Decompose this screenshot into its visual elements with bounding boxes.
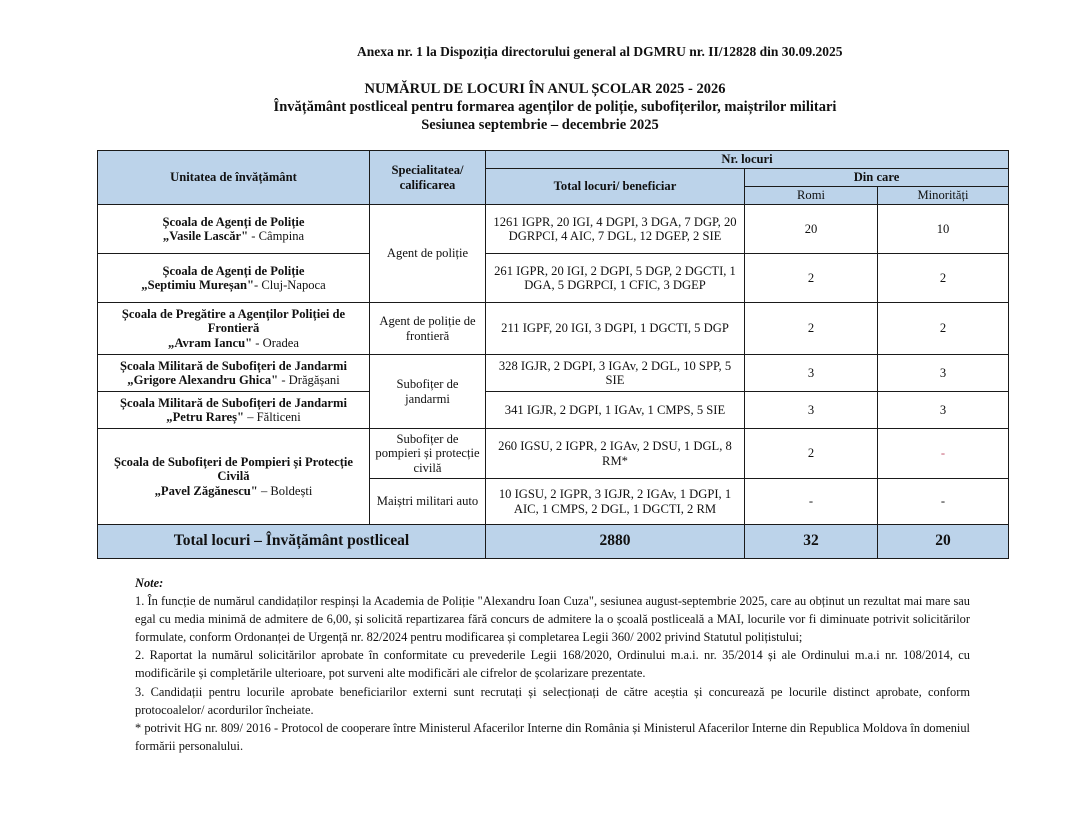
header-specialty-text: Specialitatea/ calificarea <box>391 163 464 192</box>
minoritati-cell: - <box>878 429 1009 479</box>
table-row <box>98 303 1009 355</box>
notes-title: Note: <box>135 576 164 590</box>
school-name: Școala Militară de Subofițeri de Jandarmi <box>119 358 348 373</box>
note-item: 2. Raportat la numărul solicitărilor aprobate în conformitate cu prevederile Legii 168/2020, Ordinului m.a.i. nr. 35/2014 și ale Ordinului m.a.i nr. 108/2014, cu modificările și completările ulterioare, pot surveni alte modificări ale cifrelor de școlarizare prezentate. <box>135 648 970 681</box>
title-main: NUMĂRUL DE LOCURI ÎN ANUL ȘCOLAR 2025 - 2026 <box>364 81 726 97</box>
romi-cell: 2 <box>745 254 878 303</box>
school-cell <box>98 205 370 254</box>
minoritati-cell: 2 <box>878 254 1009 303</box>
total-cell: 1261 IGPR, 20 IGI, 4 DGPI, 3 DGA, 7 DGP, 20 DGRPCI, 4 AIC, 7 DGL, 12 DGEP, 2 SIE <box>486 205 745 254</box>
school-cell <box>98 429 370 525</box>
minoritati-cell: 10 <box>878 205 1009 254</box>
header-minoritati: Minorități <box>878 187 1009 205</box>
table-row <box>98 392 1009 429</box>
school-city: - Cluj-Napoca <box>254 278 326 292</box>
header-specialty <box>370 151 486 205</box>
title-subtitle: Învățământ postliceal pentru formarea agenților de poliție, subofițerilor, maiștrilor militari <box>273 99 837 115</box>
header-din-care: Din care <box>745 169 1009 187</box>
annex-reference: Anexa nr. 1 la Dispoziția directorului general al DGMRU nr. II/12828 din 30.09.2025 <box>357 44 843 59</box>
totals-row <box>98 525 1009 559</box>
header-total: Total locuri/ beneficiar <box>486 169 745 205</box>
specialty-cell: Maiștri militari auto <box>370 479 486 525</box>
minoritati-cell: 2 <box>878 303 1009 355</box>
minoritati-cell: 3 <box>878 355 1009 392</box>
title-session: Sesiunea septembrie – decembrie 2025 <box>421 117 659 133</box>
note-item: 1. În funcție de numărul candidaților respinși la Academia de Poliție "Alexandru Ioan Cuza", sesiunea august-septembrie 2025, care au obținut un rezultat mai mare sau egal cu media minimă de admitere de 6,00, și solicită repartizarea fără concurs de admitere la o școală postliceală a MAI, locurile vor fi diminuate potrivit solicitărilor formulate, conform Ordonanței de Urgență nr. 82/2024 pentru modificarea și completarea Legii 360/ 2002 privind Statutul polițistului; <box>135 594 970 645</box>
school-name: Școala Militară de Subofițeri de Jandarmi <box>119 395 348 410</box>
table-row <box>98 429 1009 479</box>
romi-cell: 3 <box>745 355 878 392</box>
note-item: 3. Candidații pentru locurile aprobate beneficiarilor externi sunt recrutați și selecționați de către aceștia și concurează pe locurile distinct aprobate, conform protocoalelor/ acordurilor încheiate. <box>135 684 970 717</box>
document-title-block <box>0 80 1080 134</box>
school-patron: „Septimiu Mureșan" <box>141 278 255 292</box>
specialty-cell: Agent de poliție de frontieră <box>370 303 486 355</box>
school-name: Școala de Agenți de Poliție <box>162 263 305 278</box>
totals-minoritati: 20 <box>878 525 1009 559</box>
totals-total: 2880 <box>486 525 745 559</box>
school-city: - Oradea <box>252 335 299 350</box>
note-item: * potrivit HG nr. 809/ 2016 - Protocol de cooperare între Ministerul Afacerilor Interne din România și Ministerul Afacerilor Interne din Republica Moldova în domeniul formării personalului. <box>135 720 970 753</box>
school-patron: „Pavel Zăgănescu" <box>154 483 258 498</box>
total-cell: 260 IGSU, 2 IGPR, 2 IGAv, 2 DSU, 1 DGL, 8 RM* <box>486 429 745 479</box>
header-romi: Romi <box>745 187 878 205</box>
school-patron: „Avram Iancu" <box>168 335 253 350</box>
table-row <box>98 205 1009 254</box>
specialty-cell: Subofițer de jandarmi <box>370 355 486 429</box>
total-cell: 341 IGJR, 2 DGPI, 1 IGAv, 1 CMPS, 5 SIE <box>486 392 745 429</box>
school-name: Școala de Agenți de Poliție <box>162 214 305 229</box>
romi-cell: - <box>745 479 878 525</box>
school-name: Școala de Subofițeri de Pompieri și Protecție Civilă <box>113 454 353 484</box>
total-cell: 328 IGJR, 2 DGPI, 3 IGAv, 2 DGL, 10 SPP, 5 SIE <box>486 355 745 392</box>
school-patron: „Petru Rareș" <box>166 410 245 424</box>
school-cell <box>98 303 370 355</box>
total-cell: 261 IGPR, 20 IGI, 2 DGPI, 5 DGP, 2 DGCTI, 1 DGA, 5 DGRPCI, 1 CFIC, 3 DGEP <box>486 254 745 303</box>
totals-label: Total locuri – Învățământ postliceal <box>98 525 486 559</box>
totals-romi: 32 <box>745 525 878 559</box>
school-cell <box>98 355 370 392</box>
school-city: – Boldești <box>257 483 313 498</box>
header-nr-locuri: Nr. locuri <box>486 151 1009 169</box>
school-cell <box>98 254 370 303</box>
school-patron: „Vasile Lascăr" <box>162 229 249 243</box>
romi-cell: 2 <box>745 303 878 355</box>
specialty-cell: Subofițer de pompieri și protecție civilă <box>370 429 486 479</box>
total-cell: 211 IGPF, 20 IGI, 3 DGPI, 1 DGCTI, 5 DGP <box>486 303 745 355</box>
school-city: – Fălticeni <box>244 410 301 424</box>
school-city: - Drăgășani <box>278 373 340 387</box>
school-name: Școala de Pregătire a Agenților Poliției de Frontieră <box>121 306 346 336</box>
notes-section <box>135 574 970 755</box>
minoritati-cell: - <box>878 479 1009 525</box>
school-cell <box>98 392 370 429</box>
total-cell: 10 IGSU, 2 IGPR, 3 IGJR, 2 IGAv, 1 DGPI, 1 AIC, 1 CMPS, 2 DGL, 1 DGCTI, 2 RM <box>486 479 745 525</box>
romi-cell: 3 <box>745 392 878 429</box>
header-unit: Unitatea de învățământ <box>98 151 370 205</box>
table-row <box>98 355 1009 392</box>
romi-cell: 2 <box>745 429 878 479</box>
specialty-cell: Agent de poliție <box>370 205 486 303</box>
school-city: - Câmpina <box>248 229 305 243</box>
romi-cell: 20 <box>745 205 878 254</box>
school-patron: „Grigore Alexandru Ghica" <box>127 373 279 387</box>
minoritati-cell: 3 <box>878 392 1009 429</box>
table-row <box>98 254 1009 303</box>
places-table <box>97 150 1009 559</box>
